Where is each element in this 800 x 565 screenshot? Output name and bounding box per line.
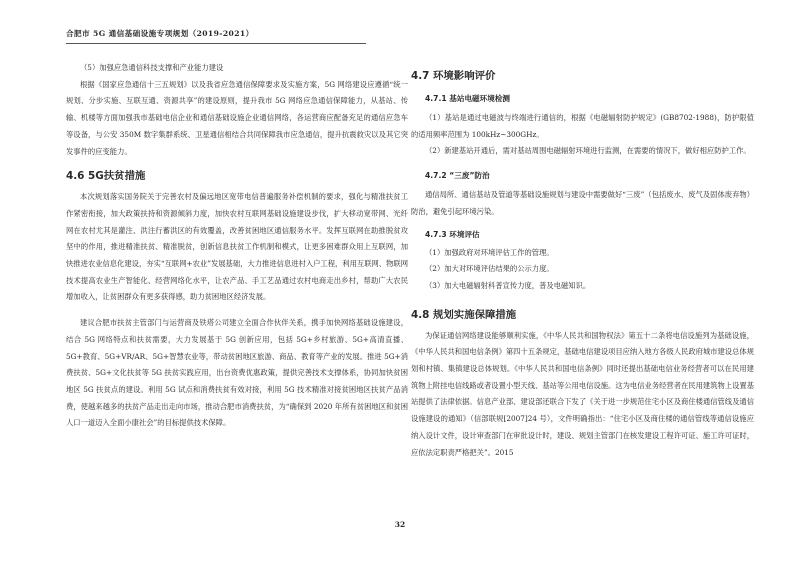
section-4-8-heading: 4.8 规划实施保障措施 (411, 308, 517, 321)
subsection-4-7-1-paragraph-1: （1）基站是通过电磁波与终端进行通信的，根据《电磁辐射防护规定》(GB8702-1988)，防护限值的适用频率范围为 100kHz~300GHz。 (411, 113, 754, 139)
section-4-6-heading: 4.6 5G扶贫措施 (66, 170, 146, 183)
page-number: 32 (394, 520, 406, 529)
subsection-4-7-2-heading: 4.7.2 “三废”防治 (425, 171, 490, 181)
item-5-body: 根据《国家应急通信十三五规划》以及我省应急通信保障要求及实施方案，5G 网络建设应遵循“统一规划、分步实施、互联互通、资源共享”的建设原则，提升我市 5G 网络应急通信保障能力，从基站、传输、机楼等方面加强我市基础电信企业和通信基础设施企业通信网络，各运营商应配备充足的通信应急车等设备，与公安 350M 数字集群系统、卫星通信相结合共同保障我市应急通信，提升抗震救灾以及其它突发事件的应变能力。 (66, 79, 408, 156)
left-column (66, 60, 408, 432)
right-column (411, 60, 754, 461)
subsection-4-7-3-item-3: （3）加大电磁辐射科普宣传力度，普及电磁知识。 (425, 280, 591, 290)
item-5-title: （5）加强应急通信科技支撑和产业能力建设 (80, 63, 224, 72)
section-4-7-heading: 4.7 环境影响评价 (411, 70, 496, 82)
subsection-4-7-1-heading: 4.7.1 基站电磁环境检测 (425, 94, 511, 103)
subsection-4-7-2-paragraph: 通信局所、通信基站及管道等基础设施规划与建设中需要做好“三废”（包括废水、废气及固体废弃物）防治，避免引起环境污染。 (411, 190, 754, 216)
header-rule (66, 43, 366, 44)
subsection-4-7-1-paragraph-2: （2）新建基站开通后，需对基站周围电磁辐射环境进行监测，在需要的情况下，做好相应防护工作。 (425, 146, 751, 156)
subsection-4-7-3-heading: 4.7.3 环境评估 (425, 229, 480, 239)
section-4-6-paragraph-1: 本次规划落实国务院关于完善农村及偏远地区宽带电信普遍服务补偿机制的要求，强化与精准扶贫工作紧密衔接，加大政策扶持和资源倾斜力度，加快农村互联网基础设施建设步伐，扩大移动宽带网、光纤网在农村尤其是灌注、洪注行蓄洪区的有效覆盖，改善贫困地区通信服务水平。发挥互联网在助推脱贫攻坚中的作用，推进精准扶贫、精准脱贫，创新信息扶贫工作机制和模式，让更多困难群众用上互联网，加快推进农业信息化建设，夯实“互联网+农业”发展基础，大力推进信息进村入户工程，利用互联网、物联网技术提高农业生产智能化、经营网络化水平，让农产品、手工艺品通过农村电商走出乡村，帮助广大农民增加收入，让贫困群众有更多获得感，助力贫困地区经济发展。 (66, 192, 408, 302)
document-header-title: 合肥市 5G 通信基础设施专项规划（2019-2021） (66, 29, 254, 38)
subsection-4-7-3-item-1: （1）加强政府对环境评估工作的管理。 (425, 247, 554, 257)
subsection-4-7-3-item-2: （2）加大对环境评估结果的公示力度。 (425, 264, 554, 274)
section-4-8-paragraph: 为保证通信网络建设能够顺利实施，《中华人民共和国物权法》第五十二条将电信设施列为基础设施，《中华人民共和国电信条例》第四十五条规定，基础电信建设项目应纳入地方各级人民政府城市建设总体规划和村镇、集镇建设总体规划。《中华人民共和国电信条例》同时还提出基础电信业务经营者可以在民用建筑物上附挂电信线路或者设置小型天线、基站等公用电信设施。这为电信业务经营者在民用建筑物上设置基站提供了法律依据。信息产业部、建设部还联合下发了《关于进一步规范住宅小区及商住楼通信管线及通信设施建设的通知》（信部联规[2007]24 号），文件明确指出：“住宅小区及商住楼的通信管线等通信设施应纳入设计文件，设计审查部门在审批设计时，建设、规划主管部门在核发建设工程许可证、施工许可证时，应依法定职责严格把关”。2015 (411, 330, 754, 457)
section-4-6-paragraph-2: 建议合肥市扶贫主管部门与运营商及铁塔公司建立全面合作伙伴关系，携手加快网络基础设施建设，结合 5G 网络特点和扶贫需要，大力发展基于 5G 创新应用，包括 5G+乡村旅游、5G+高清直播、5G+教育、5G+VR/AR、5G+智慧农业等，带动贫困地区旅游、商品、教育等产业的发展。推进 5G+消费扶贫、5G+文化扶贫等 5G 扶贫实践应用，出台资费优惠政策，提供完善技术支撑体系，协同加快贫困地区 5G 扶贫点的建设。利用 5G 试点和消费扶贫有效对接，利用 5G 技术精准对接贫困地区扶贫产品消费，使越来越多的扶贫产品走出走向市场，推动合肥市消费扶贫，为“确保到 2020 年所有贫困地区和贫困人口一道迈入全面小康社会”的目标提供技术保障。 (66, 318, 408, 428)
